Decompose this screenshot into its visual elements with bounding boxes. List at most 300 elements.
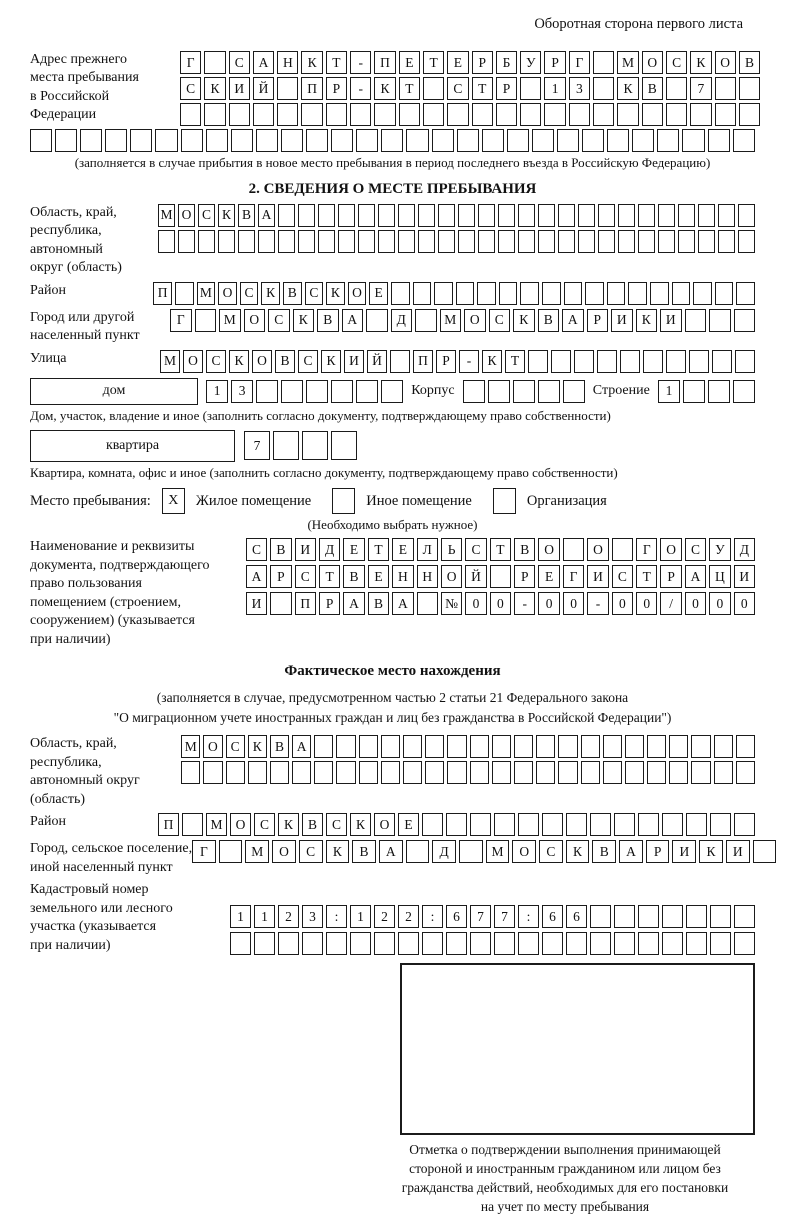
char-box[interactable]: Ь — [441, 538, 462, 561]
char-box[interactable] — [628, 282, 647, 305]
char-box[interactable]: П — [413, 350, 433, 373]
char-box[interactable] — [662, 813, 683, 836]
char-box[interactable]: С — [246, 538, 267, 561]
char-box[interactable] — [378, 230, 395, 253]
char-box[interactable]: 1 — [254, 905, 275, 928]
char-box[interactable]: Р — [270, 565, 291, 588]
char-box[interactable] — [682, 129, 704, 152]
char-box[interactable] — [470, 932, 491, 955]
char-box[interactable] — [398, 932, 419, 955]
char-box[interactable] — [413, 282, 432, 305]
char-box[interactable] — [520, 282, 539, 305]
char-box[interactable]: А — [685, 565, 706, 588]
char-box[interactable]: С — [295, 565, 316, 588]
char-box[interactable] — [406, 129, 428, 152]
char-box[interactable] — [432, 129, 454, 152]
char-box[interactable] — [620, 350, 640, 373]
char-box[interactable]: И — [734, 565, 755, 588]
char-box[interactable] — [686, 932, 707, 955]
char-box[interactable]: О — [252, 350, 272, 373]
char-box[interactable]: С — [298, 350, 318, 373]
char-box[interactable] — [256, 129, 278, 152]
char-box[interactable]: Т — [399, 77, 420, 100]
char-box[interactable]: В — [642, 77, 663, 100]
char-box[interactable]: О — [660, 538, 681, 561]
char-box[interactable] — [736, 761, 755, 784]
char-box[interactable] — [198, 230, 215, 253]
char-box[interactable]: В — [317, 309, 339, 332]
char-box[interactable]: - — [514, 592, 535, 615]
char-box[interactable] — [253, 103, 274, 126]
char-box[interactable]: 0 — [709, 592, 730, 615]
char-box[interactable] — [273, 431, 299, 460]
char-box[interactable]: П — [301, 77, 322, 100]
char-box[interactable]: С — [685, 538, 706, 561]
char-box[interactable]: Б — [496, 51, 517, 74]
char-box[interactable]: Д — [319, 538, 340, 561]
char-box[interactable] — [642, 103, 663, 126]
char-box[interactable]: К — [699, 840, 723, 863]
char-box[interactable]: О — [272, 840, 296, 863]
char-box[interactable] — [498, 204, 515, 227]
char-box[interactable] — [566, 813, 587, 836]
char-box[interactable]: Е — [447, 51, 468, 74]
char-box[interactable] — [326, 103, 347, 126]
char-box[interactable] — [712, 350, 732, 373]
char-box[interactable]: В — [283, 282, 302, 305]
char-box[interactable] — [709, 309, 731, 332]
char-box[interactable]: О — [642, 51, 663, 74]
char-box[interactable]: К — [261, 282, 280, 305]
char-box[interactable] — [735, 350, 755, 373]
char-box[interactable] — [666, 77, 687, 100]
char-box[interactable] — [277, 103, 298, 126]
char-box[interactable] — [590, 813, 611, 836]
char-box[interactable] — [155, 129, 177, 152]
char-box[interactable] — [281, 380, 303, 403]
char-box[interactable]: С — [206, 350, 226, 373]
char-box[interactable] — [603, 761, 622, 784]
char-box[interactable] — [490, 565, 511, 588]
char-box[interactable] — [318, 204, 335, 227]
char-box[interactable] — [494, 932, 515, 955]
char-box[interactable] — [733, 380, 755, 403]
char-box[interactable]: Г — [636, 538, 657, 561]
char-box[interactable]: : — [518, 905, 539, 928]
char-box[interactable] — [643, 350, 663, 373]
char-box[interactable] — [381, 761, 400, 784]
char-box[interactable]: С — [539, 840, 563, 863]
char-box[interactable] — [514, 761, 533, 784]
char-box[interactable] — [204, 103, 225, 126]
char-box[interactable] — [662, 932, 683, 955]
char-box[interactable]: Т — [368, 538, 389, 561]
char-box[interactable]: М — [160, 350, 180, 373]
char-box[interactable] — [105, 129, 127, 152]
char-box[interactable] — [597, 350, 617, 373]
char-box[interactable] — [650, 282, 669, 305]
stay-type-checkbox-organization[interactable] — [493, 488, 516, 514]
char-box[interactable]: М — [219, 309, 241, 332]
char-box[interactable] — [390, 350, 410, 373]
char-box[interactable] — [598, 204, 615, 227]
char-box[interactable] — [331, 380, 353, 403]
char-box[interactable] — [403, 735, 422, 758]
char-box[interactable] — [418, 230, 435, 253]
char-box[interactable] — [518, 230, 535, 253]
char-box[interactable]: И — [344, 350, 364, 373]
char-box[interactable] — [558, 761, 577, 784]
char-box[interactable] — [298, 230, 315, 253]
char-box[interactable] — [520, 103, 541, 126]
char-box[interactable] — [178, 230, 195, 253]
char-box[interactable] — [302, 932, 323, 955]
char-box[interactable]: 7 — [244, 431, 270, 460]
char-box[interactable] — [258, 230, 275, 253]
char-box[interactable] — [229, 103, 250, 126]
char-box[interactable] — [459, 840, 483, 863]
char-box[interactable] — [358, 230, 375, 253]
char-box[interactable] — [542, 282, 561, 305]
char-box[interactable]: Н — [392, 565, 413, 588]
char-box[interactable]: 0 — [490, 592, 511, 615]
char-box[interactable]: К — [513, 309, 535, 332]
char-box[interactable]: А — [253, 51, 274, 74]
char-box[interactable]: Г — [170, 309, 192, 332]
char-box[interactable] — [417, 592, 438, 615]
char-box[interactable]: И — [587, 565, 608, 588]
char-box[interactable] — [528, 350, 548, 373]
char-box[interactable] — [647, 761, 666, 784]
char-box[interactable]: К — [374, 77, 395, 100]
char-box[interactable] — [181, 129, 203, 152]
char-box[interactable]: Р — [587, 309, 609, 332]
char-box[interactable] — [356, 380, 378, 403]
char-box[interactable]: В — [352, 840, 376, 863]
char-box[interactable]: О — [715, 51, 736, 74]
char-box[interactable] — [415, 309, 437, 332]
char-box[interactable] — [581, 761, 600, 784]
char-box[interactable] — [298, 204, 315, 227]
char-box[interactable]: К — [293, 309, 315, 332]
char-box[interactable] — [538, 204, 555, 227]
char-box[interactable] — [203, 761, 222, 784]
char-box[interactable] — [734, 813, 755, 836]
char-box[interactable]: 3 — [569, 77, 590, 100]
char-box[interactable]: Р — [544, 51, 565, 74]
char-box[interactable] — [374, 932, 395, 955]
char-box[interactable]: С — [229, 51, 250, 74]
char-box[interactable]: К — [350, 813, 371, 836]
char-box[interactable] — [180, 103, 201, 126]
char-box[interactable] — [638, 230, 655, 253]
char-box[interactable]: 1 — [206, 380, 228, 403]
char-box[interactable]: 6 — [446, 905, 467, 928]
char-box[interactable] — [514, 735, 533, 758]
char-box[interactable] — [306, 129, 328, 152]
char-box[interactable] — [566, 932, 587, 955]
char-box[interactable] — [607, 282, 626, 305]
char-box[interactable] — [492, 761, 511, 784]
char-box[interactable]: : — [422, 905, 443, 928]
char-box[interactable]: - — [587, 592, 608, 615]
char-box[interactable]: - — [350, 77, 371, 100]
char-box[interactable]: С — [612, 565, 633, 588]
char-box[interactable] — [685, 309, 707, 332]
char-box[interactable]: Й — [253, 77, 274, 100]
char-box[interactable]: Р — [472, 51, 493, 74]
char-box[interactable]: Й — [465, 565, 486, 588]
char-box[interactable]: И — [295, 538, 316, 561]
char-box[interactable] — [715, 77, 736, 100]
char-box[interactable] — [422, 813, 443, 836]
char-box[interactable] — [498, 230, 515, 253]
char-box[interactable]: 1 — [544, 77, 565, 100]
char-box[interactable] — [672, 282, 691, 305]
char-box[interactable] — [618, 230, 635, 253]
char-box[interactable]: О — [178, 204, 195, 227]
char-box[interactable] — [736, 735, 755, 758]
char-box[interactable] — [593, 77, 614, 100]
char-box[interactable] — [458, 204, 475, 227]
char-box[interactable] — [306, 380, 328, 403]
char-box[interactable] — [423, 77, 444, 100]
char-box[interactable] — [270, 761, 289, 784]
char-box[interactable]: Л — [417, 538, 438, 561]
char-box[interactable] — [130, 129, 152, 152]
char-box[interactable] — [557, 129, 579, 152]
char-box[interactable] — [734, 932, 755, 955]
char-box[interactable] — [338, 230, 355, 253]
char-box[interactable] — [536, 761, 555, 784]
char-box[interactable] — [175, 282, 194, 305]
char-box[interactable] — [326, 932, 347, 955]
char-box[interactable]: В — [302, 813, 323, 836]
char-box[interactable] — [181, 761, 200, 784]
char-box[interactable]: Р — [496, 77, 517, 100]
char-box[interactable]: В — [592, 840, 616, 863]
char-box[interactable] — [678, 230, 695, 253]
char-box[interactable] — [536, 735, 555, 758]
char-box[interactable]: М — [181, 735, 200, 758]
char-box[interactable]: О — [441, 565, 462, 588]
char-box[interactable]: К — [278, 813, 299, 836]
char-box[interactable] — [678, 204, 695, 227]
char-box[interactable] — [182, 813, 203, 836]
char-box[interactable] — [638, 932, 659, 955]
char-box[interactable] — [718, 230, 735, 253]
char-box[interactable] — [350, 103, 371, 126]
char-box[interactable]: М — [206, 813, 227, 836]
char-box[interactable] — [658, 230, 675, 253]
char-box[interactable]: Г — [192, 840, 216, 863]
char-box[interactable]: К — [248, 735, 267, 758]
char-box[interactable]: К — [617, 77, 638, 100]
char-box[interactable]: В — [514, 538, 535, 561]
char-box[interactable] — [569, 103, 590, 126]
char-box[interactable] — [638, 905, 659, 928]
char-box[interactable] — [336, 735, 355, 758]
char-box[interactable] — [520, 77, 541, 100]
char-box[interactable]: К — [321, 350, 341, 373]
char-box[interactable]: О — [348, 282, 367, 305]
char-box[interactable] — [538, 230, 555, 253]
char-box[interactable]: Р — [326, 77, 347, 100]
char-box[interactable]: Д — [391, 309, 413, 332]
char-box[interactable] — [607, 129, 629, 152]
char-box[interactable] — [331, 431, 357, 460]
char-box[interactable] — [708, 129, 730, 152]
char-box[interactable]: О — [183, 350, 203, 373]
char-box[interactable] — [638, 204, 655, 227]
char-box[interactable]: В — [343, 565, 364, 588]
char-box[interactable] — [438, 230, 455, 253]
char-box[interactable] — [710, 932, 731, 955]
char-box[interactable] — [338, 204, 355, 227]
char-box[interactable] — [666, 103, 687, 126]
char-box[interactable] — [544, 103, 565, 126]
char-box[interactable]: Е — [398, 813, 419, 836]
char-box[interactable]: У — [520, 51, 541, 74]
char-box[interactable] — [638, 813, 659, 836]
char-box[interactable] — [458, 230, 475, 253]
char-box[interactable] — [738, 230, 755, 253]
char-box[interactable] — [422, 932, 443, 955]
char-box[interactable]: С — [666, 51, 687, 74]
char-box[interactable]: В — [538, 309, 560, 332]
char-box[interactable]: Т — [505, 350, 525, 373]
char-box[interactable] — [714, 761, 733, 784]
stay-type-checkbox-other[interactable] — [332, 488, 355, 514]
char-box[interactable] — [669, 761, 688, 784]
char-box[interactable] — [558, 204, 575, 227]
char-box[interactable] — [734, 905, 755, 928]
char-box[interactable] — [647, 735, 666, 758]
char-box[interactable] — [657, 129, 679, 152]
char-box[interactable] — [399, 103, 420, 126]
char-box[interactable] — [686, 905, 707, 928]
char-box[interactable]: Р — [436, 350, 456, 373]
char-box[interactable] — [603, 735, 622, 758]
char-box[interactable]: И — [229, 77, 250, 100]
char-box[interactable]: - — [350, 51, 371, 74]
char-box[interactable] — [80, 129, 102, 152]
char-box[interactable] — [277, 77, 298, 100]
char-box[interactable] — [698, 230, 715, 253]
char-box[interactable] — [612, 538, 633, 561]
char-box[interactable]: 0 — [465, 592, 486, 615]
char-box[interactable]: П — [153, 282, 172, 305]
char-box[interactable]: В — [270, 735, 289, 758]
char-box[interactable] — [614, 932, 635, 955]
char-box[interactable] — [278, 932, 299, 955]
char-box[interactable]: К — [229, 350, 249, 373]
char-box[interactable]: М — [440, 309, 462, 332]
char-box[interactable] — [425, 761, 444, 784]
char-box[interactable] — [254, 932, 275, 955]
char-box[interactable] — [581, 735, 600, 758]
char-box[interactable]: 0 — [685, 592, 706, 615]
char-box[interactable] — [563, 380, 585, 403]
char-box[interactable]: Т — [490, 538, 511, 561]
char-box[interactable]: 7 — [494, 905, 515, 928]
char-box[interactable]: А — [562, 309, 584, 332]
char-box[interactable] — [669, 735, 688, 758]
char-box[interactable]: 6 — [542, 905, 563, 928]
char-box[interactable]: Е — [369, 282, 388, 305]
char-box[interactable]: С — [489, 309, 511, 332]
char-box[interactable] — [446, 932, 467, 955]
char-box[interactable] — [632, 129, 654, 152]
char-box[interactable] — [738, 204, 755, 227]
char-box[interactable]: 2 — [398, 905, 419, 928]
stay-type-checkbox-residential[interactable]: X — [162, 488, 185, 514]
char-box[interactable] — [532, 129, 554, 152]
char-box[interactable] — [542, 932, 563, 955]
char-box[interactable]: : — [326, 905, 347, 928]
char-box[interactable] — [331, 129, 353, 152]
char-box[interactable] — [691, 735, 710, 758]
char-box[interactable]: М — [617, 51, 638, 74]
char-box[interactable] — [714, 735, 733, 758]
char-box[interactable] — [715, 103, 736, 126]
char-box[interactable] — [447, 103, 468, 126]
char-box[interactable] — [518, 932, 539, 955]
char-box[interactable] — [470, 761, 489, 784]
char-box[interactable]: Т — [326, 51, 347, 74]
char-box[interactable]: Н — [277, 51, 298, 74]
char-box[interactable] — [336, 761, 355, 784]
char-box[interactable]: К — [690, 51, 711, 74]
char-box[interactable] — [423, 103, 444, 126]
char-box[interactable] — [206, 129, 228, 152]
char-box[interactable]: 6 — [566, 905, 587, 928]
char-box[interactable] — [457, 129, 479, 152]
char-box[interactable] — [447, 761, 466, 784]
char-box[interactable] — [492, 735, 511, 758]
char-box[interactable] — [593, 103, 614, 126]
char-box[interactable]: 1 — [230, 905, 251, 928]
char-box[interactable] — [226, 761, 245, 784]
char-box[interactable]: 7 — [690, 77, 711, 100]
char-box[interactable]: С — [198, 204, 215, 227]
char-box[interactable]: И — [672, 840, 696, 863]
char-box[interactable] — [398, 230, 415, 253]
char-box[interactable]: С — [254, 813, 275, 836]
char-box[interactable] — [270, 592, 291, 615]
char-box[interactable] — [219, 840, 243, 863]
char-box[interactable]: М — [486, 840, 510, 863]
char-box[interactable] — [359, 761, 378, 784]
char-box[interactable]: О — [512, 840, 536, 863]
char-box[interactable] — [472, 103, 493, 126]
char-box[interactable]: Е — [538, 565, 559, 588]
char-box[interactable] — [558, 735, 577, 758]
char-box[interactable]: 3 — [302, 905, 323, 928]
char-box[interactable]: Е — [392, 538, 413, 561]
char-box[interactable] — [698, 204, 715, 227]
char-box[interactable] — [551, 350, 571, 373]
char-box[interactable] — [391, 282, 410, 305]
char-box[interactable] — [542, 813, 563, 836]
char-box[interactable]: О — [203, 735, 222, 758]
char-box[interactable]: Г — [563, 565, 584, 588]
char-box[interactable]: П — [295, 592, 316, 615]
char-box[interactable] — [739, 103, 760, 126]
char-box[interactable] — [230, 932, 251, 955]
char-box[interactable]: С — [226, 735, 245, 758]
char-box[interactable]: Г — [569, 51, 590, 74]
